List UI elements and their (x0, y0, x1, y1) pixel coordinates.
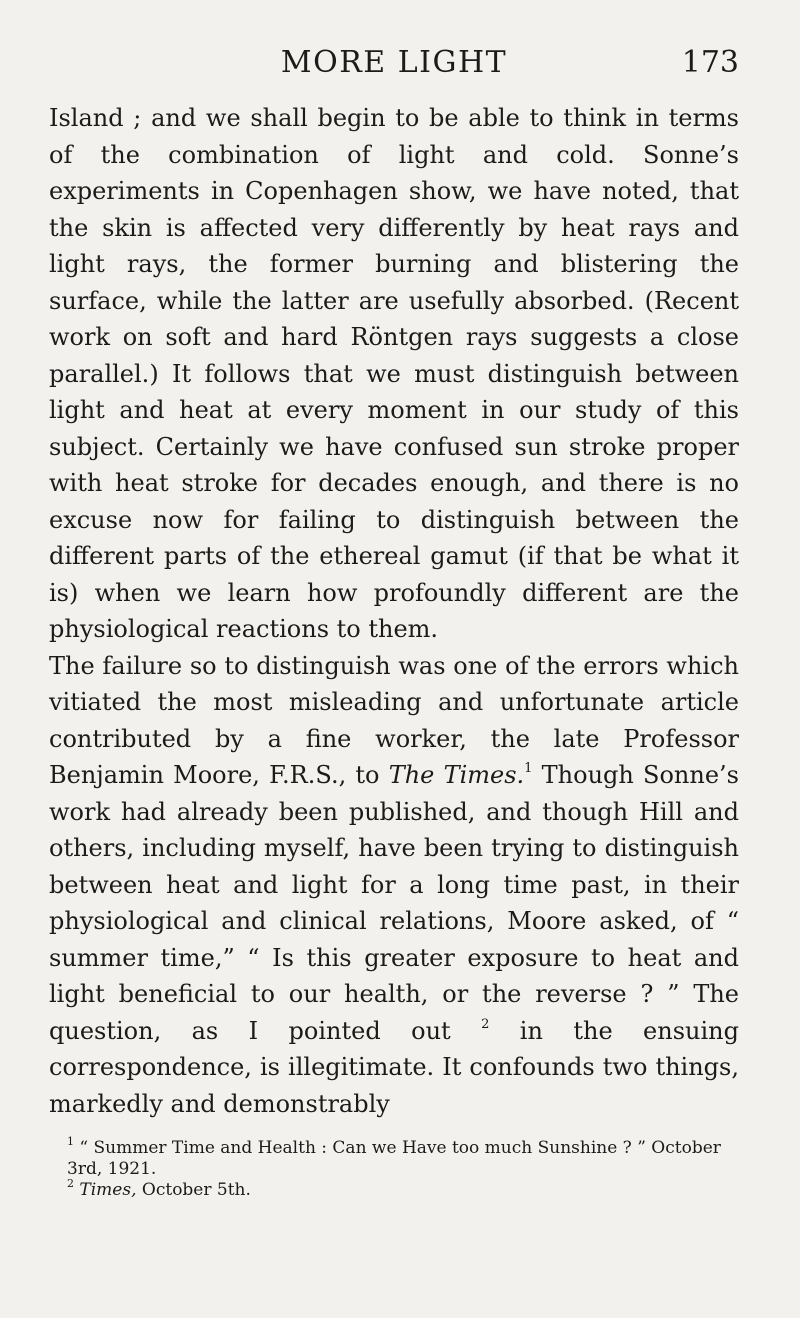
body-text (49, 100, 739, 1122)
footnote-ref-2: 2 (481, 1016, 490, 1032)
footnote-1 (67, 1135, 739, 1180)
paragraph-2-text-1: The failure so to distinguish was one of the errors which vitiated the most misleading and unfortunate article contributed by a fine worker, the late Professor Benjamin Moore, F.R.S., to (49, 651, 739, 789)
footnote-2-text: October 5th. (136, 1180, 251, 1200)
paragraph-1: Island ; and we shall begin to be able to think in terms of the combination of light and cold. Sonne’s experiments in Copenhagen show, we have noted, that the skin is affected very differently by heat rays and light rays, the former burning and blistering the surface, while the latter are usefully absorbed. (Recent work on soft and hard Röntgen rays suggests a close parallel.) It follows that we must distinguish between light and heat at every moment in our study of this subject. Certainly we have confused sun stroke proper with heat stroke for decades enough, and there is no excuse now for failing to distinguish between the different parts of the ethereal gamut (if that be what it is) when we learn how profoundly different are the physiological reactions to them. (49, 104, 739, 643)
book-page (49, 38, 739, 1201)
paragraph-2-text-2: Though Sonne’s work had already been published, and though Hill and others, including myself, have been trying to distinguish between heat and light for a long time past, in their physiological and clinical relations, Moore asked, of “ summer time,” “ Is this greater exposure to heat and light beneficial to our health, or the reverse ? ” The question, as I pointed out (49, 761, 739, 1045)
paragraph-2-text-3: in the ensuing correspondence, is illegitimate. It confounds two things, markedly and demonstrably (49, 1016, 739, 1118)
publication-title: The Times. (388, 761, 525, 789)
footnotes (49, 1135, 739, 1201)
paragraph-2 (49, 648, 739, 1123)
footnote-marker-2: 2 (67, 1177, 74, 1191)
footnote-2 (67, 1177, 739, 1201)
page-title: MORE LIGHT (280, 45, 508, 80)
page-number: 173 (681, 45, 739, 80)
footnote-2-publication: Times, (79, 1180, 137, 1200)
footnote-ref-1: 1 (524, 761, 533, 776)
footnote-1-text: “ Summer Time and Health : Can we Have too much Sunshine ? ” October 3rd, 1921. (67, 1138, 721, 1179)
running-head (49, 38, 739, 86)
footnote-marker-1: 1 (67, 1135, 74, 1149)
